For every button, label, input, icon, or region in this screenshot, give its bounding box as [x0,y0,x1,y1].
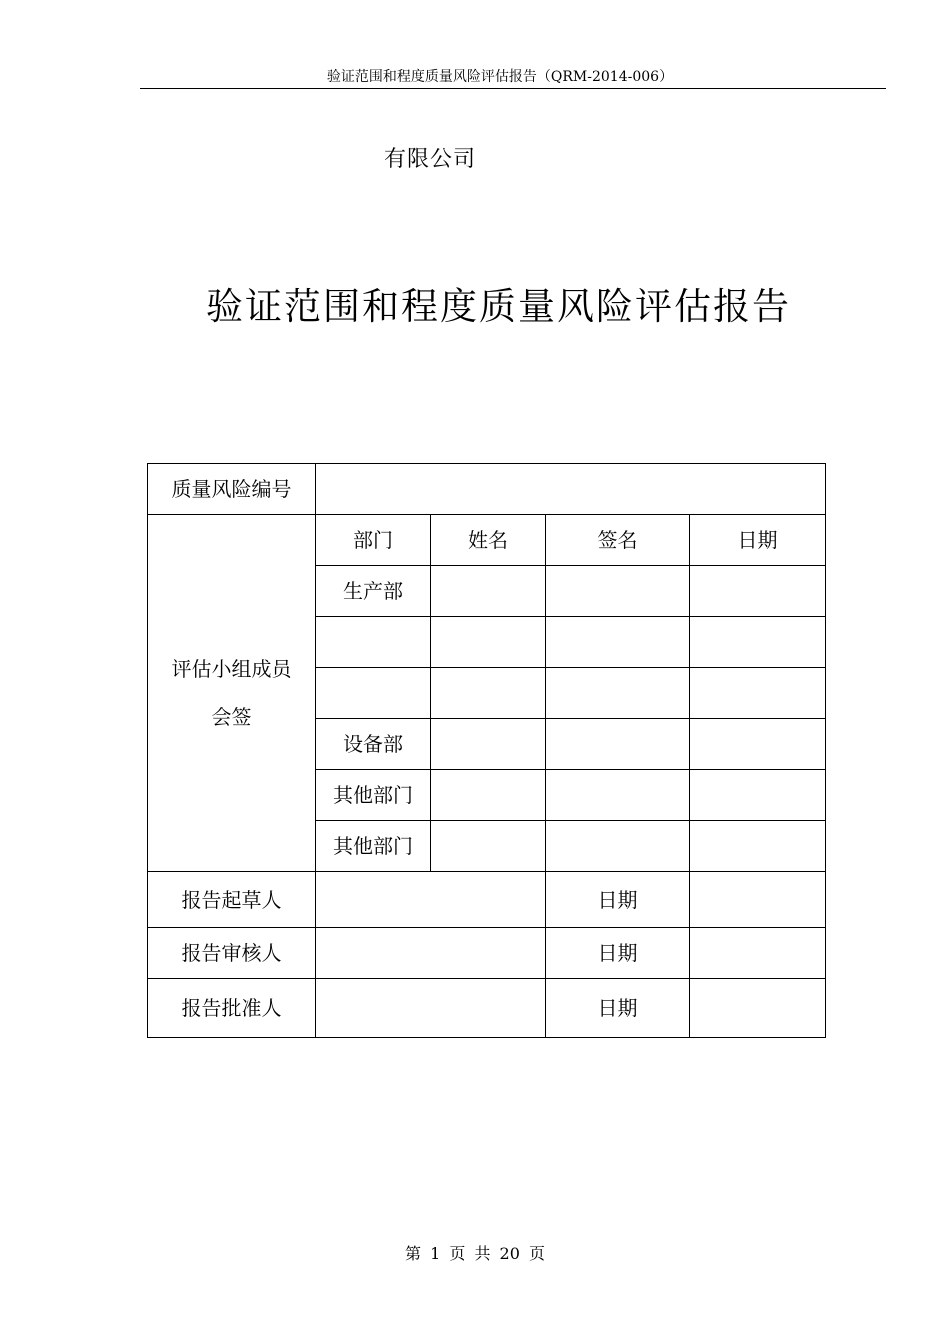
member-signature-field[interactable] [546,770,690,821]
table-row [148,979,826,1038]
member-date-field[interactable] [690,566,826,617]
member-signature-field[interactable] [546,821,690,872]
member-dept: 其他部门 [316,770,431,821]
member-date-field[interactable] [690,821,826,872]
column-header-name: 姓名 [431,515,546,566]
table-row [148,872,826,928]
member-date-field[interactable] [690,719,826,770]
members-label-line1: 评估小组成员 [171,657,292,681]
signoff-table [147,463,826,1038]
risk-code-field[interactable] [316,464,826,515]
member-name-field[interactable] [431,770,546,821]
page-number: 第 1 页 共 20 页 [405,1244,545,1263]
member-date-field[interactable] [690,617,826,668]
running-header: 验证范围和程度质量风险评估报告（QRM-2014-006） [326,69,674,85]
risk-code-label: 质量风险编号 [148,464,316,515]
member-date-field[interactable] [690,770,826,821]
member-signature-field[interactable] [546,668,690,719]
company-name: 有限公司 [384,147,477,172]
approval-name-field[interactable] [316,928,546,979]
approval-name-field[interactable] [316,979,546,1038]
member-date-field[interactable] [690,668,826,719]
approval-label: 报告起草人 [148,872,316,928]
approval-date-label: 日期 [546,928,690,979]
column-header-dept: 部门 [316,515,431,566]
member-name-field[interactable] [431,566,546,617]
member-name-field[interactable] [431,821,546,872]
document-title: 验证范围和程度质量风险评估报告 [206,285,791,328]
approval-date-label: 日期 [546,872,690,928]
member-name-field[interactable] [431,617,546,668]
member-dept: 生产部 [316,566,431,617]
table-row [148,928,826,979]
member-signature-field[interactable] [546,617,690,668]
approval-date-label: 日期 [546,979,690,1038]
members-label-line2: 会签 [211,705,252,729]
member-signature-field[interactable] [546,719,690,770]
member-dept[interactable] [316,668,431,719]
column-header-signature: 签名 [546,515,690,566]
member-signature-field[interactable] [546,566,690,617]
approval-date-field[interactable] [690,872,826,928]
approval-date-field[interactable] [690,979,826,1038]
approval-date-field[interactable] [690,928,826,979]
member-name-field[interactable] [431,668,546,719]
approval-label: 报告审核人 [148,928,316,979]
member-dept[interactable] [316,617,431,668]
column-header-date: 日期 [690,515,826,566]
table-row [148,464,826,515]
header-rule [140,88,886,89]
approval-label: 报告批准人 [148,979,316,1038]
member-dept: 其他部门 [316,821,431,872]
member-name-field[interactable] [431,719,546,770]
approval-name-field[interactable] [316,872,546,928]
members-label [148,515,316,872]
member-dept: 设备部 [316,719,431,770]
table-row [148,515,826,566]
